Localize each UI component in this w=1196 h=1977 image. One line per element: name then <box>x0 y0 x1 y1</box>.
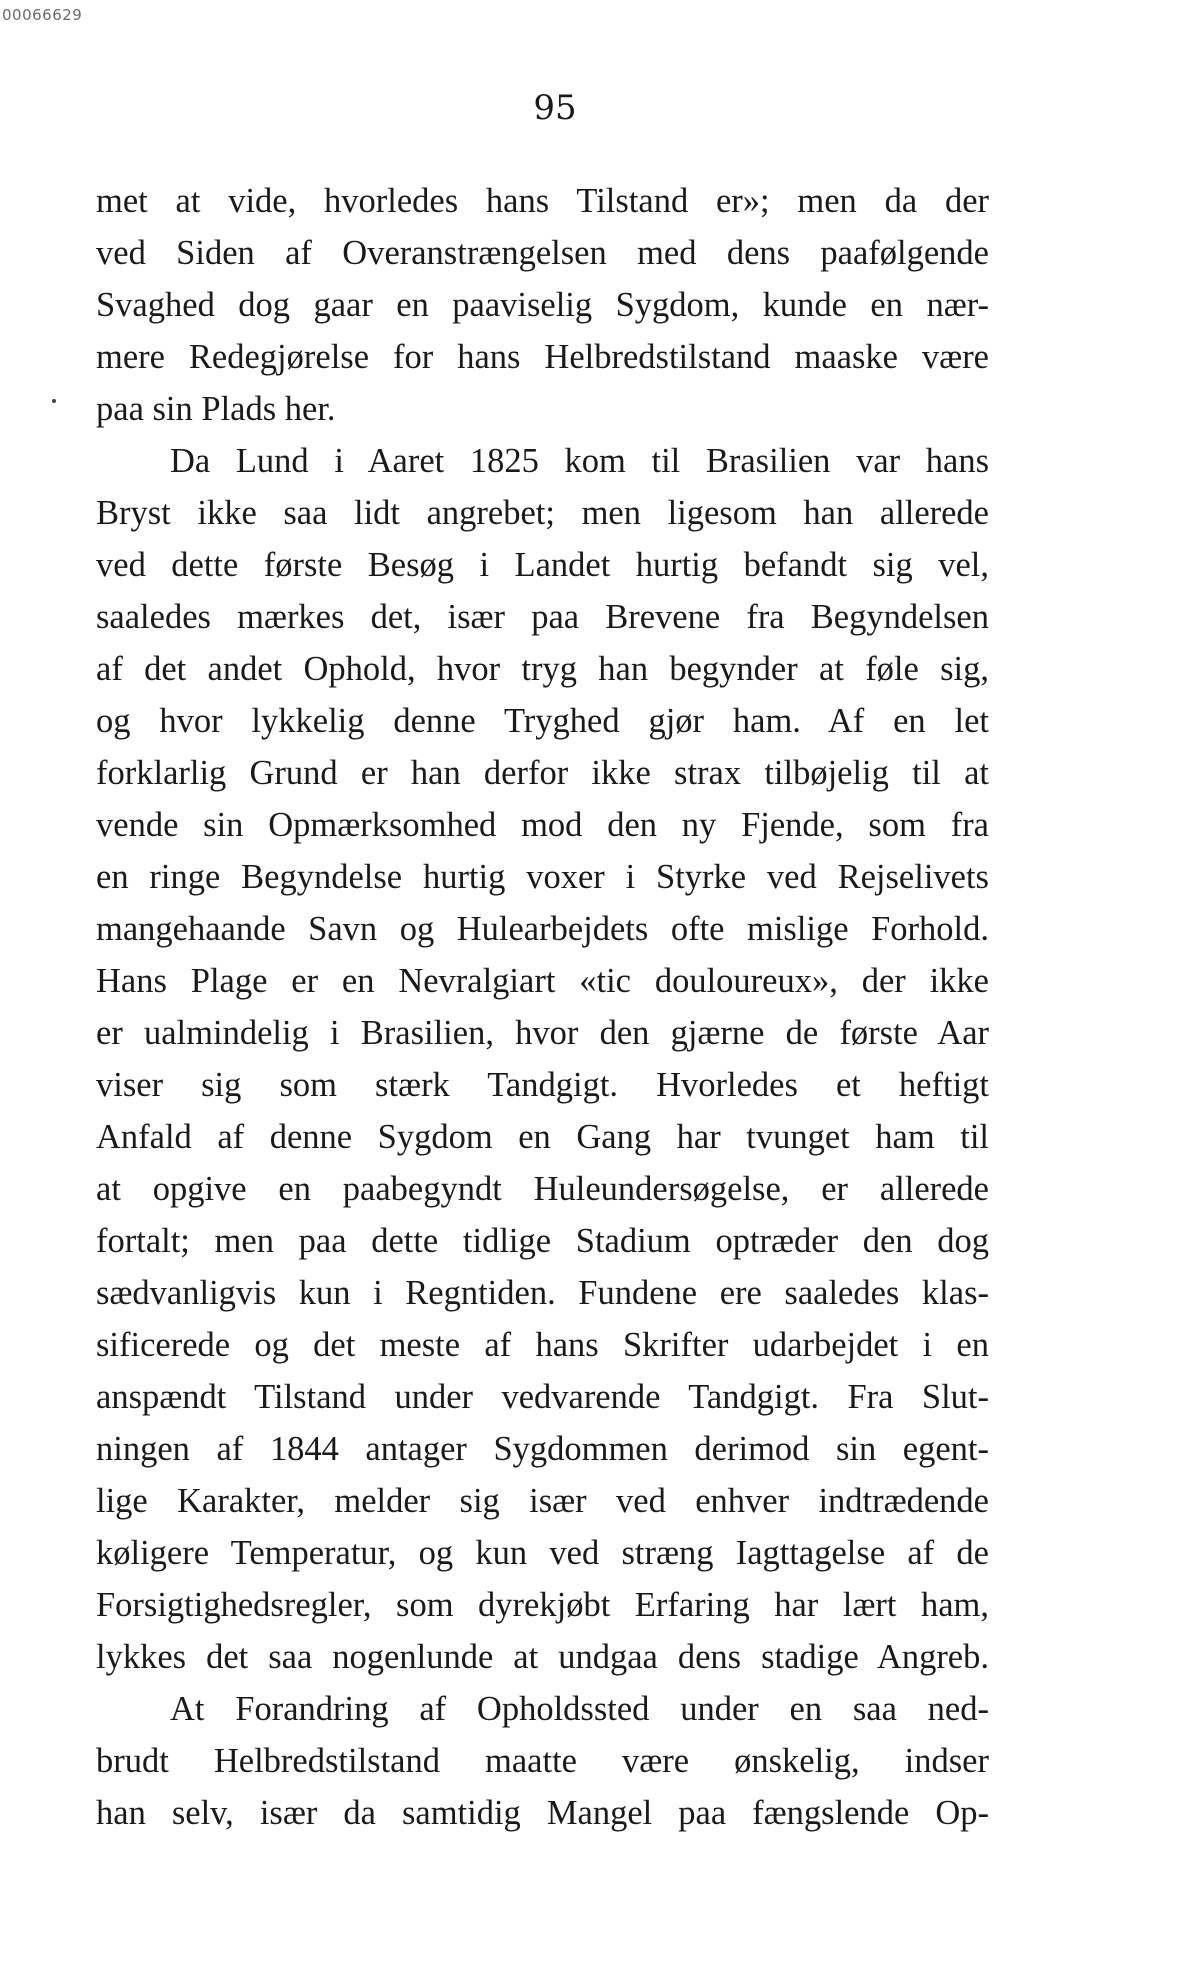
text-line: køligere Temperatur, og kun ved stræng Iagttagelse af de <box>96 1534 989 1572</box>
text-line: forklarlig Grund er han derfor ikke strax tilbøjelig til at <box>96 754 989 792</box>
text-line: saaledes mærkes det, især paa Brevene fra Begyndelsen <box>96 598 989 636</box>
text-line: Anfald af denne Sygdom en Gang har tvunget ham til <box>96 1118 989 1156</box>
text-line: anspændt Tilstand under vedvarende Tandgigt. Fra Slut- <box>96 1378 989 1416</box>
text-line: Svaghed dog gaar en paaviselig Sygdom, kunde en nær- <box>96 286 989 324</box>
text-line: at opgive en paabegyndt Huleundersøgelse, er allerede <box>96 1170 989 1208</box>
scan-id-label: 00066629 <box>2 6 83 24</box>
text-line: ved dette første Besøg i Landet hurtig befandt sig vel, <box>96 546 989 584</box>
text-line: lige Karakter, melder sig især ved enhver indtrædende <box>96 1482 989 1520</box>
text-line: ningen af 1844 antager Sygdommen derimod sin egent- <box>96 1430 989 1468</box>
text-line: en ringe Begyndelse hurtig voxer i Styrke ved Rejselivets <box>96 858 989 896</box>
text-line: sificerede og det meste af hans Skrifter udarbejdet i en <box>96 1326 989 1364</box>
text-line: sædvanligvis kun i Regntiden. Fundene ere saaledes klas- <box>96 1274 989 1312</box>
margin-mark <box>52 399 56 403</box>
text-line: At Forandring af Opholdssted under en saa ned- <box>170 1690 989 1728</box>
text-line: Forsigtighedsregler, som dyrekjøbt Erfaring har lært ham, <box>96 1586 989 1624</box>
body-text <box>96 175 989 1839</box>
text-line: af det andet Ophold, hvor tryg han begynder at føle sig, <box>96 650 989 688</box>
text-line: vende sin Opmærksomhed mod den ny Fjende, som fra <box>96 806 989 844</box>
text-line: viser sig som stærk Tandgigt. Hvorledes et heftigt <box>96 1066 989 1104</box>
page-number: 95 <box>533 88 577 128</box>
text-line: ved Siden af Overanstrængelsen med dens paafølgende <box>96 234 989 272</box>
text-line: brudt Helbredstilstand maatte være ønskelig, indser <box>96 1742 989 1780</box>
text-line: fortalt; men paa dette tidlige Stadium optræder den dog <box>96 1222 989 1260</box>
text-line: mere Redegjørelse for hans Helbredstilstand maaske være <box>96 338 989 376</box>
text-line: Hans Plage er en Nevralgiart «tic douloureux», der ikke <box>96 962 989 1000</box>
text-line: Bryst ikke saa lidt angrebet; men ligesom han allerede <box>96 494 989 532</box>
text-line: lykkes det saa nogenlunde at undgaa dens stadige Angreb. <box>96 1638 989 1676</box>
text-line: mangehaande Savn og Hulearbejdets ofte mislige Forhold. <box>96 910 989 948</box>
text-line: paa sin Plads her. <box>96 390 336 428</box>
text-line: met at vide, hvorledes hans Tilstand er»; men da der <box>96 182 989 220</box>
text-line: Da Lund i Aaret 1825 kom til Brasilien var hans <box>170 442 989 480</box>
text-line: er ualmindelig i Brasilien, hvor den gjærne de første Aar <box>96 1014 989 1052</box>
text-line: han selv, især da samtidig Mangel paa fængslende Op- <box>96 1794 989 1832</box>
text-line: og hvor lykkelig denne Tryghed gjør ham. Af en let <box>96 702 989 740</box>
